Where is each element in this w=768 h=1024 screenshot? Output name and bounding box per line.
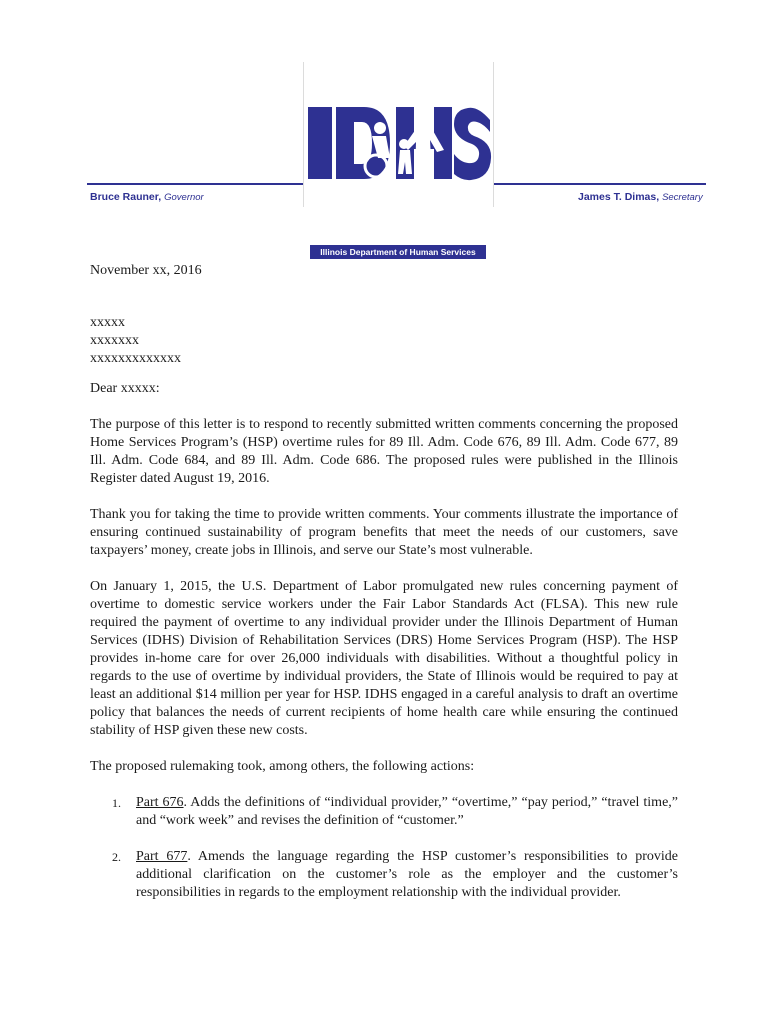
paragraph-purpose: The purpose of this letter is to respond to recently submitted written comments concerning the proposed Home Services Program’s (HSP) overtime rules for 89 Ill. Adm. Code 676, 89 Ill. Adm. Code 677, 89 Ill. Adm. Code 684, and 89 Ill. Adm. Code 686. The proposed rules were published in the Illinois Register dated August 19, 2016. xyxy=(90,417,678,486)
letterhead-rule-right xyxy=(492,183,706,185)
letter-date: November xx, 2016 xyxy=(90,263,202,278)
letter-body xyxy=(90,262,678,920)
letterhead-rule-left xyxy=(87,183,303,185)
action-item xyxy=(90,848,678,902)
actions-list xyxy=(90,794,678,902)
paragraph-thanks: Thank you for taking the time to provide written comments. Your comments illustrate the importance of ensuring continued sustainability of program benefits that meet the needs of our customers, save taxpayers’ money, create jobs in Illinois, and serve our State’s most vulnerable. xyxy=(90,507,678,558)
recipient-address xyxy=(90,314,678,368)
governor-credit xyxy=(90,191,204,203)
action-part: Part 677 xyxy=(136,849,188,864)
idhs-logo-mark xyxy=(304,62,493,207)
logo-tagline: Illinois Department of Human Services xyxy=(310,245,486,259)
governor-name: Bruce Rauner, xyxy=(90,191,162,203)
secretary-name: James T. Dimas, xyxy=(578,191,660,203)
salutation: Dear xxxxx: xyxy=(90,381,160,396)
governor-title: Governor xyxy=(164,192,204,203)
action-item xyxy=(90,794,678,830)
address-line: xxxxx xyxy=(90,315,125,330)
secretary-credit xyxy=(578,191,703,203)
secretary-title: Secretary xyxy=(662,192,703,203)
idhs-logo xyxy=(303,62,494,257)
letterhead xyxy=(0,0,768,257)
action-text: . Amends the language regarding the HSP customer’s responsibilities to provide additional clarification on the customer’s role as the employer and the customer’s responsibilities in regards to the employment relationship with the individual provider. xyxy=(136,849,678,900)
address-line: xxxxxxxxxxxxx xyxy=(90,351,181,366)
paragraph-background: On January 1, 2015, the U.S. Department of Labor promulgated new rules concerning payment of overtime to domestic service workers under the Fair Labor Standards Act (FLSA). This new rule required the payment of overtime to any individual provider under the Illinois Department of Human Services (IDHS) Division of Rehabilitation Services (DRS) Home Services Program (HSP). The HSP provides in-home care for over 26,000 individuals with disabilities. Without a thoughtful policy in regards to the use of overtime by individual providers, the State of Illinois would be required to pay at least an additional $14 million per year for HSP. IDHS engaged in a careful analysis to draft an overtime policy that balances the needs of current recipients of home health care while ensuring the continued stability of HSP given these new costs. xyxy=(90,579,678,738)
action-part: Part 676 xyxy=(136,795,184,810)
action-number: 1. xyxy=(112,796,121,810)
address-line: xxxxxxx xyxy=(90,333,139,348)
action-number: 2. xyxy=(112,850,121,864)
action-text: . Adds the definitions of “individual provider,” “overtime,” “pay period,” “travel time,” and “work week” and revises the definition of “customer.” xyxy=(136,795,678,828)
list-intro: The proposed rulemaking took, among others, the following actions: xyxy=(90,759,475,774)
